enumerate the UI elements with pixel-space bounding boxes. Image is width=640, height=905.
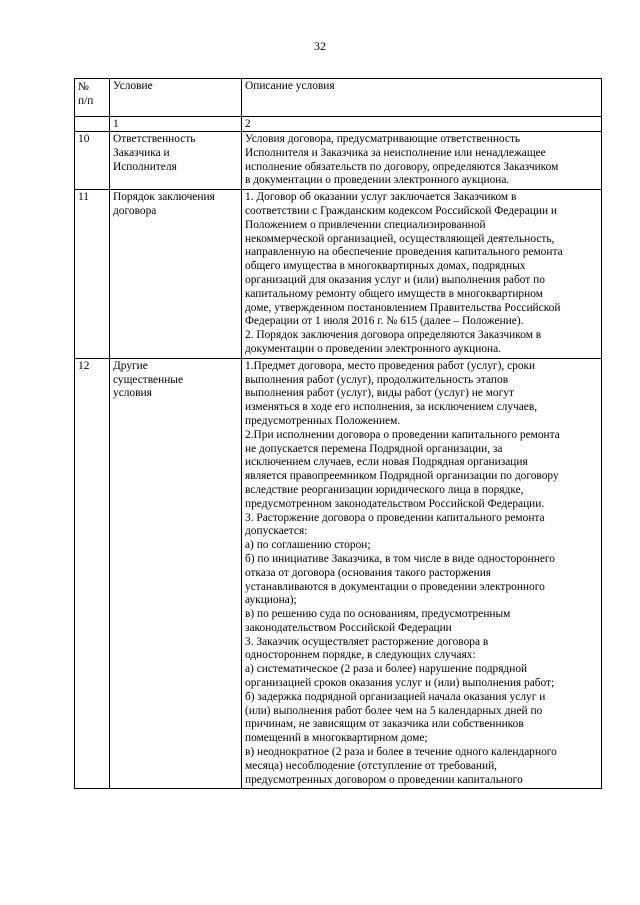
- row-condition: [110, 358, 242, 789]
- row-num: 12: [75, 358, 110, 789]
- description-line: не допускается перемена Подрядной организации, за: [245, 442, 503, 455]
- row-description: [242, 132, 602, 190]
- description-line: одностороннем порядке, в следующих случаях:: [245, 649, 476, 662]
- condition-line: договора: [113, 204, 157, 217]
- condition-line: Ответственность: [113, 133, 196, 145]
- condition-line: Другие: [113, 359, 148, 372]
- description-line: отказа от договора (основания такого расторжения: [245, 566, 492, 579]
- description-line: изменяться в ходе его исполнения, за исключением случаев,: [245, 401, 538, 414]
- description-line: исключением случаев, если новая Подрядная организация: [245, 456, 528, 469]
- condition-line: условия: [113, 387, 152, 400]
- header-num-line: №: [78, 81, 89, 93]
- row-description: [242, 358, 602, 789]
- description-line: причинам, не зависящим от заказчика или собственников: [245, 718, 524, 731]
- description-line: капитальному ремонту общего имуществ в многоквартирном: [245, 287, 543, 300]
- description-line: Исполнителя и Заказчика за неисполнение или ненадлежащее: [245, 146, 546, 159]
- page-number: 32: [314, 39, 326, 53]
- description-line: аукциона);: [245, 594, 297, 607]
- row-num: 10: [75, 132, 110, 190]
- description-line: в) неоднократное (2 раза и более в течение одного календарного: [245, 746, 557, 759]
- description-line: выполнения работ (услуг), виды работ (услуг) не могут: [245, 387, 514, 400]
- description-line: помещений в многоквартирном доме;: [245, 732, 428, 745]
- description-line: выполнения работ (услуг), продолжительность этапов: [245, 373, 509, 386]
- description-line: соответствии с Гражданским кодексом Российской Федерации и: [245, 204, 558, 217]
- row-num: 11: [75, 190, 110, 359]
- row-condition: [110, 190, 242, 359]
- row-condition: [110, 132, 242, 190]
- header-num: [75, 79, 110, 117]
- description-line: 1. Договор об оказании услуг заключается Заказчиком в: [245, 191, 517, 204]
- row-description: [242, 190, 602, 359]
- description-line: устанавливаются в документации о проведении электронного: [245, 580, 545, 593]
- description-line: документации о проведении электронного аукциона.: [245, 342, 502, 355]
- column-number: [75, 117, 110, 132]
- description-line: исполнение обязательств по договору, определяются Заказчиком: [245, 160, 559, 173]
- description-line: предусмотренных Положением.: [245, 414, 401, 427]
- description-line: допускается:: [245, 525, 308, 538]
- description-line: б) задержка подрядной организацией начала оказания услуг и: [245, 690, 546, 703]
- description-line: (или) выполнения работ более чем на 5 календарных дней по: [245, 704, 543, 717]
- description-line: предусмотренном законодательством Российской Федерации.: [245, 497, 545, 510]
- description-line: законодательством Российской Федерации: [245, 621, 452, 634]
- description-line: общего имущества в многоквартирных домах, подрядных: [245, 260, 526, 273]
- column-number-row: [75, 117, 602, 132]
- column-number: 2: [242, 117, 602, 132]
- description-line: 3. Расторжение договора о проведении капитального ремонта: [245, 511, 545, 524]
- condition-line: Заказчика и: [113, 146, 170, 159]
- description-line: является правопреемником Подрядной организации по договору: [245, 470, 559, 483]
- table-header-row: [75, 79, 602, 117]
- table-row: [75, 190, 602, 359]
- header-description: Описание условия: [242, 79, 602, 117]
- description-line: а) систематическое (2 раза и более) нарушение подрядной: [245, 663, 528, 676]
- description-line: 2. Порядок заключения договора определяются Заказчиком в: [245, 329, 542, 342]
- description-line: организаций для оказания услуг и (или) выполнения работ по: [245, 273, 545, 286]
- description-line: направленную на обеспечение проведения капитального ремонта: [245, 246, 563, 259]
- description-line: Положением о привлечении специализированной: [245, 218, 486, 231]
- description-line: 2.При исполнении договора о проведении капитального ремонта: [245, 428, 560, 441]
- description-line: Федерации от 1 июля 2016 г. № 615 (далее – Положение).: [245, 315, 524, 328]
- description-line: некоммерческой организацией, осуществляющей деятельность,: [245, 232, 555, 245]
- table-row: [75, 132, 602, 190]
- conditions-table: [74, 78, 602, 789]
- description-line: месяца) несоблюдение (отступление от требований,: [245, 759, 498, 772]
- description-line: организацией сроков оказания услуг и (или) выполнения работ;: [245, 677, 555, 690]
- description-line: б) по инициативе Заказчика, в том числе в виде одностороннего: [245, 552, 555, 565]
- condition-line: Исполнителя: [113, 160, 177, 173]
- description-line: а) по соглашению сторон;: [245, 539, 371, 552]
- description-line: 1.Предмет договора, место проведения работ (услуг), сроки: [245, 359, 536, 372]
- header-num-line: п/п: [78, 94, 94, 107]
- table-row: [75, 358, 602, 789]
- condition-line: Порядок заключения: [113, 191, 215, 204]
- description-line: 3. Заказчик осуществляет расторжение договора в: [245, 635, 489, 648]
- description-line: доме, утвержденном постановлением Правительства Российской: [245, 301, 561, 314]
- condition-line: существенные: [113, 373, 184, 386]
- description-line: предусмотренных договором о проведении капитального: [245, 773, 523, 786]
- description-line: в документации о проведении электронного аукциона.: [245, 174, 510, 187]
- column-number: 1: [110, 117, 242, 132]
- description-line: вследствие реорганизации юридического лица в порядке,: [245, 483, 524, 496]
- description-line: в) по решению суда по основаниям, предусмотренным: [245, 608, 511, 621]
- header-condition: Условие: [110, 79, 242, 117]
- description-line: Условия договора, предусматривающие ответственность: [245, 133, 521, 145]
